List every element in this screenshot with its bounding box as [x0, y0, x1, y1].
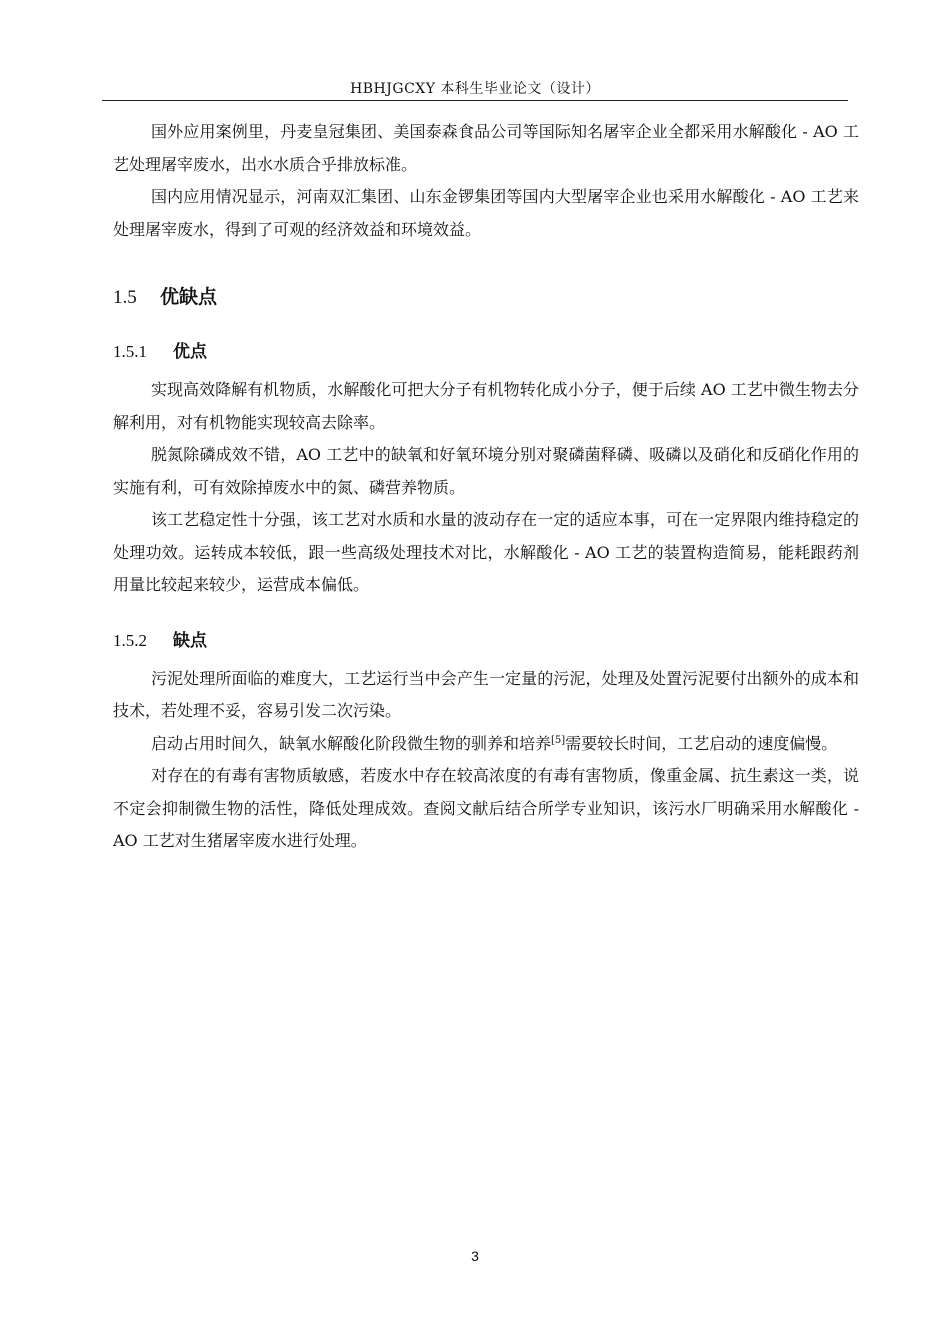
disadvantages-paragraph-2	[113, 728, 859, 761]
section-title: 优缺点	[160, 286, 218, 308]
page-number: 3	[471, 1248, 479, 1264]
intro-paragraph-1: 国外应用案例里，丹麦皇冠集团、美国泰森食品公司等国际知名屠宰企业全都采用水解酸化 - AO 工艺处理屠宰废水，出水水质合乎排放标准。	[113, 122, 859, 174]
disadvantages-paragraph-3: 对存在的有毒有害物质敏感，若废水中存在较高浓度的有毒有害物质，像重金属、抗生素这一类，说不定会抑制微生物的活性，降低处理成效。查阅文献后结合所学专业知识，该污水厂明确采用水解酸化 - AO 工艺对生猪屠宰废水进行处理。	[113, 766, 859, 850]
subsection-title: 缺点	[173, 630, 207, 651]
subsection-number: 1.5.2	[113, 630, 147, 650]
running-header: HBHJGCXY 本科生毕业论文（设计）	[350, 81, 600, 97]
paragraph-text: 需要较长时间，工艺启动的速度偏慢。	[565, 733, 838, 753]
header-rule	[102, 100, 848, 101]
section-number: 1.5	[113, 287, 137, 308]
intro-paragraph-2: 国内应用情况显示，河南双汇集团、山东金锣集团等国内大型屠宰企业也采用水解酸化 - AO 工艺来处理屠宰废水，得到了可观的经济效益和环境效益。	[113, 187, 859, 239]
advantages-paragraph-3: 该工艺稳定性十分强，该工艺对水质和水量的波动存在一定的适应本事，可在一定界限内维持稳定的处理功效。运转成本较低，跟一些高级处理技术对比，水解酸化 - AO 工艺的装置构造简易，能耗跟药剂用量比较起来较少，运营成本偏低。	[113, 510, 859, 594]
page-body	[113, 116, 859, 858]
subsection-number: 1.5.1	[113, 342, 147, 361]
citation-reference[interactable]: [5]	[551, 734, 566, 746]
disadvantages-paragraph-1: 污泥处理所面临的难度大，工艺运行当中会产生一定量的污泥，处理及处置污泥要付出额外的成本和技术，若处理不妥，容易引发二次污染。	[113, 668, 859, 720]
subsection-heading-1-5-2	[113, 626, 859, 651]
subsection-title: 优点	[173, 342, 207, 362]
paragraph-text: 启动占用时间久，缺氧水解酸化阶段微生物的驯养和培养	[151, 733, 552, 753]
section-heading-1-5	[113, 282, 859, 309]
advantages-paragraph-1: 实现高效降解有机物质，水解酸化可把大分子有机物转化成小分子，便于后续 AO 工艺中微生物去分解利用，对有机物能实现较高去除率。	[113, 380, 859, 432]
advantages-paragraph-2: 脱氮除磷成效不错，AO 工艺中的缺氧和好氧环境分别对聚磷菌释磷、吸磷以及硝化和反硝化作用的实施有利，可有效除掉废水中的氮、磷营养物质。	[113, 445, 859, 497]
subsection-heading-1-5-1	[113, 337, 859, 362]
